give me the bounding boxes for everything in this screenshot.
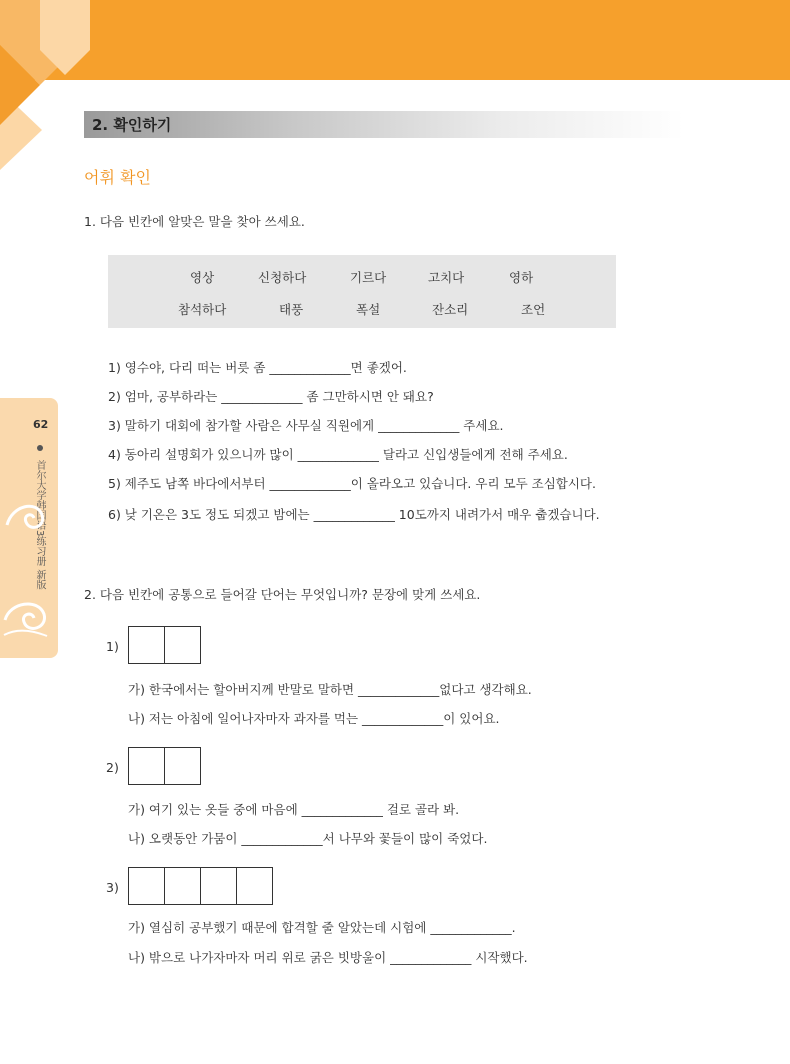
word-bank-item: 폭설 — [356, 302, 381, 317]
word-bank-item: 고치다 — [428, 270, 465, 285]
question-1-prompt: 1. 다음 빈칸에 알맞은 말을 찾아 쓰세요. — [84, 214, 305, 229]
vocab-heading: 어휘 확인 — [84, 168, 151, 187]
sentence-b: 나) 저는 아침에 일어나자마자 과자를 먹는 _____________이 있어요. — [128, 711, 500, 726]
answer-boxes[interactable] — [128, 747, 201, 785]
question-1-item: 2) 엄마, 공부하라는 _____________ 좀 그만하시면 안 돼요? — [108, 389, 434, 404]
sentence-b: 나) 밖으로 나가자마자 머리 위로 굵은 빗방울이 _____________ 시작했다. — [128, 950, 528, 965]
word-bank-item: 태풍 — [279, 302, 304, 317]
word-bank-item: 신청하다 — [258, 270, 307, 285]
word-bank-item: 참석하다 — [178, 302, 227, 317]
sentence-b: 나) 오랫동안 가뭄이 _____________서 나무와 꽃들이 많이 죽었다. — [128, 831, 488, 846]
swirl-ornament-icon — [2, 590, 52, 640]
group-label: 3) — [106, 880, 119, 895]
section-title: 2. 확인하기 — [92, 116, 172, 134]
question-1-item: 5) 제주도 남쪽 바다에서부터 _____________이 올라오고 있습니다. 우리 모두 조심합시다. — [108, 476, 596, 491]
group-label: 1) — [106, 639, 119, 654]
answer-boxes[interactable] — [128, 867, 273, 905]
question-1-item: 6) 낮 기온은 3도 정도 되겠고 밤에는 _____________ 10도까지 내려가서 매우 춥겠습니다. — [108, 507, 600, 522]
book-title: 首尔大学韩国语3练习册 新版 — [34, 460, 45, 590]
corner-decoration — [0, 0, 120, 170]
sentence-a: 가) 한국에서는 할아버지께 반말로 말하면 _____________없다고 생각해요. — [128, 682, 532, 697]
swirl-ornament-icon — [2, 490, 52, 540]
word-bank-item: 영하 — [509, 270, 534, 285]
bullet-dot — [37, 445, 43, 451]
sentence-a: 가) 여기 있는 옷들 중에 마음에 _____________ 걸로 골라 봐. — [128, 802, 460, 817]
sentence-a: 가) 열심히 공부했기 때문에 합격할 줄 알았는데 시험에 _____________. — [128, 920, 516, 935]
group-label: 2) — [106, 760, 119, 775]
question-1-item: 1) 영수야, 다리 떠는 버릇 좀 _____________면 좋겠어. — [108, 360, 407, 375]
page-number: 62 — [33, 418, 49, 431]
question-1-item: 4) 동아리 설명회가 있으니까 많이 _____________ 달라고 신입생들에게 전해 주세요. — [108, 447, 568, 462]
section-bar — [84, 111, 684, 138]
question-2-prompt: 2. 다음 빈칸에 공통으로 들어갈 단어는 무엇입니까? 문장에 맞게 쓰세요. — [84, 587, 481, 602]
word-bank-item: 영상 — [190, 270, 215, 285]
word-bank-item: 조언 — [521, 302, 546, 317]
answer-boxes[interactable] — [128, 626, 201, 664]
word-bank-item: 기르다 — [350, 270, 387, 285]
question-1-item: 3) 말하기 대회에 참가할 사람은 사무실 직원에게 _____________ 주세요. — [108, 418, 504, 433]
word-bank-item: 잔소리 — [432, 302, 469, 317]
